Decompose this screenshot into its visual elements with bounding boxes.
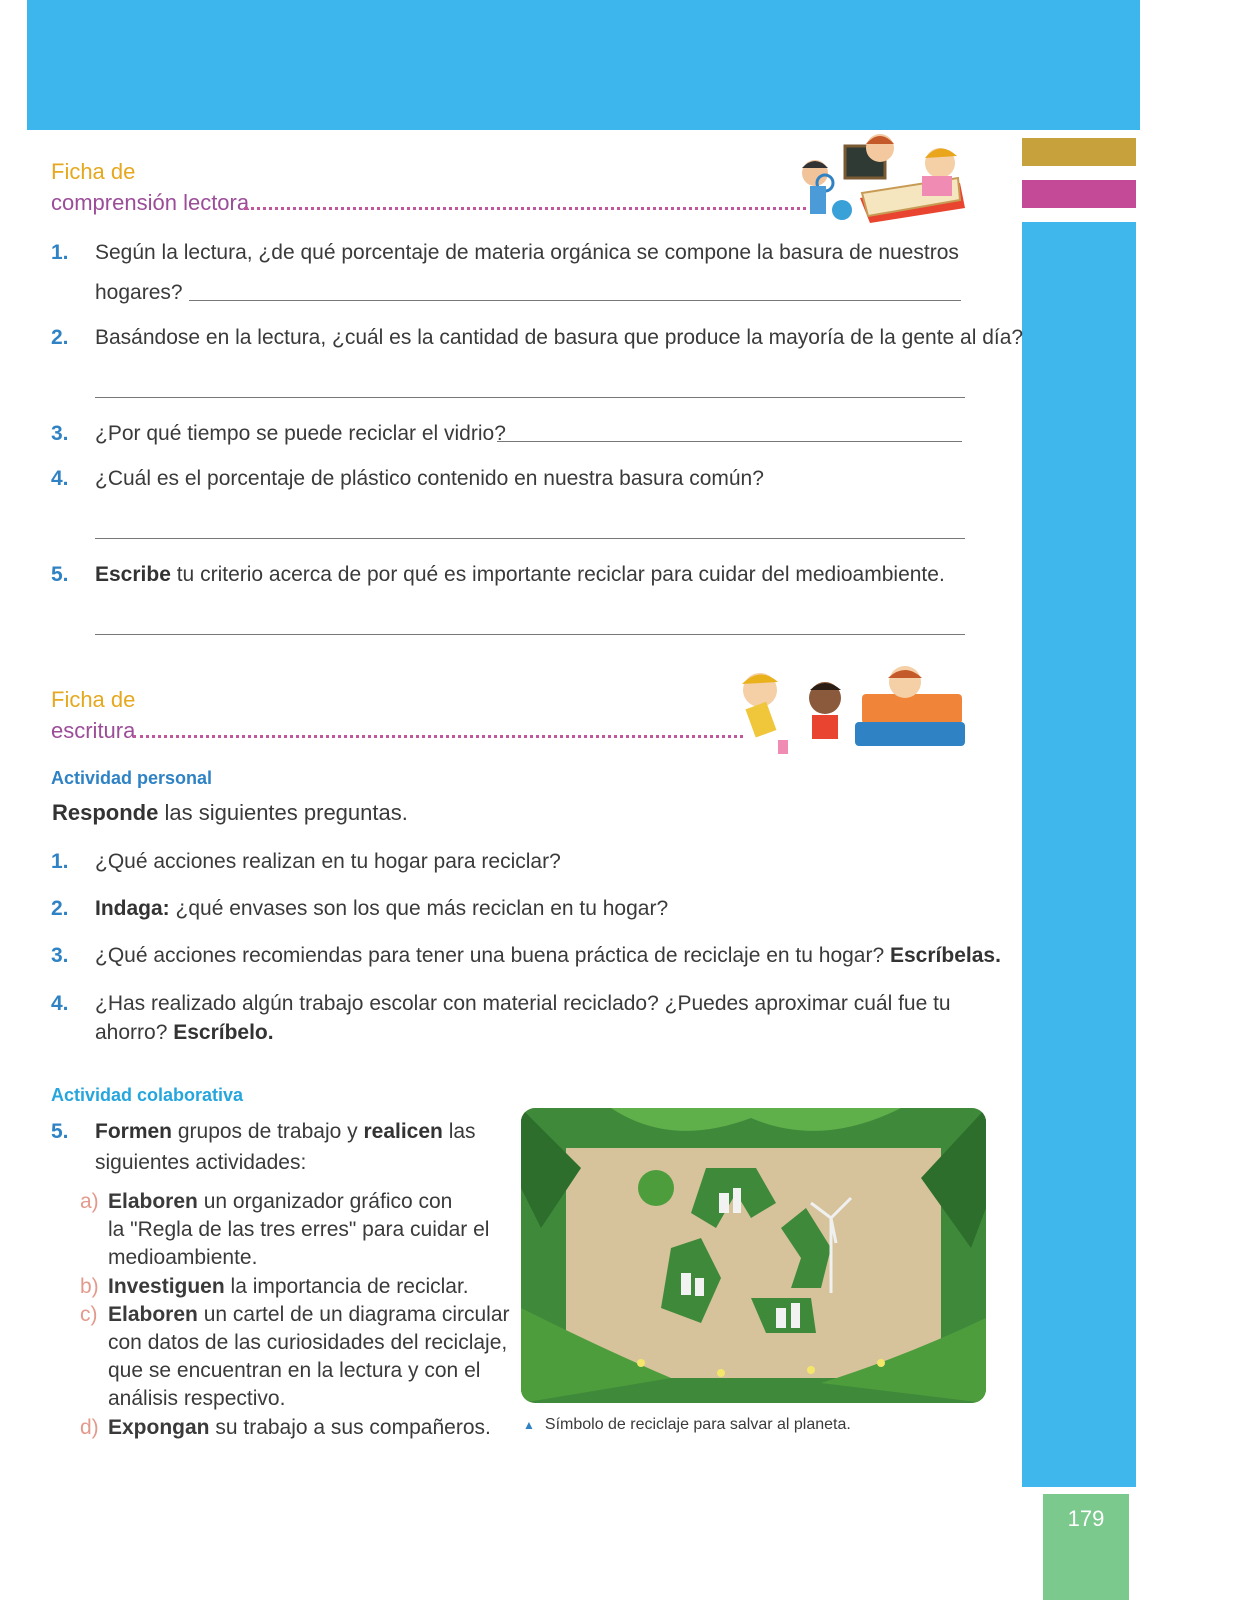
question-text: Según la lectura, ¿de qué porcentaje de materia orgánica se compone la basura de nuestros <box>95 241 959 264</box>
question-bold-verb-2: realicen <box>363 1120 443 1143</box>
reading-question-5 <box>51 559 981 593</box>
answer-line-2[interactable] <box>95 397 965 398</box>
sub-item-c <box>80 1301 520 1413</box>
collab-activity-heading: Actividad colaborativa <box>51 1085 244 1105</box>
triangle-icon: ▲ <box>523 1418 535 1432</box>
question-number: 3. <box>51 422 69 445</box>
writing-dotted-rule <box>133 735 743 738</box>
reading-title-line1: Ficha de <box>51 159 136 184</box>
sub-item-d <box>80 1414 520 1442</box>
question-text-cont: ahorro? <box>95 1021 174 1044</box>
sub-item-text: con datos de las curiosidades del reciclaje, <box>108 1331 508 1354</box>
answer-line-1[interactable] <box>189 300 961 301</box>
sub-item-letter: c) <box>80 1303 98 1326</box>
reading-question-3 <box>51 418 981 452</box>
sub-item-letter: a) <box>80 1190 99 1213</box>
writing-question-1 <box>51 846 991 880</box>
sub-item-text: un organizador gráfico con <box>197 1190 453 1213</box>
sub-item-text: un cartel de un diagrama circular <box>197 1303 510 1326</box>
sub-item-text: su trabajo a sus compañeros. <box>209 1416 491 1439</box>
question-number: 1. <box>51 850 69 873</box>
question-bold-verb: Escríbelas. <box>890 944 1001 967</box>
question-text: Basándose en la lectura, ¿cuál es la cantidad de basura que produce la mayoría de la gente al día? <box>95 326 1024 349</box>
photo-caption <box>523 1416 851 1434</box>
sub-item-text: la importancia de reciclar. <box>224 1275 469 1298</box>
writing-title-line2: escritura <box>51 718 136 743</box>
question-number: 3. <box>51 944 69 967</box>
question-bold-verb: Formen <box>95 1120 173 1143</box>
question-text: tu criterio acerca de por qué es importante reciclar para cuidar del medioambiente. <box>170 563 945 586</box>
question-number: 2. <box>51 326 69 349</box>
sub-item-letter: d) <box>80 1416 99 1439</box>
answer-line-5[interactable] <box>95 634 965 635</box>
sub-item-text: que se encuentran en la lectura y con el <box>108 1359 481 1382</box>
question-number: 4. <box>51 467 69 490</box>
writing-section-title <box>51 684 135 746</box>
pink-tab-marker <box>1022 180 1136 208</box>
recycling-symbol-photo <box>521 1108 986 1403</box>
writing-question-4 <box>51 988 991 1052</box>
question-text: grupos de trabajo y <box>172 1120 364 1143</box>
question-bold-verb: Escribe <box>95 563 171 586</box>
question-number: 4. <box>51 992 69 1015</box>
answer-line-4[interactable] <box>95 538 965 539</box>
writing-question-5 <box>51 1116 511 1180</box>
reading-question-4 <box>51 463 981 497</box>
question-text-2: las <box>442 1120 476 1143</box>
question-number: 5. <box>51 563 69 586</box>
page-number: 179 <box>1067 1506 1105 1531</box>
reading-title-line2: comprensión lectora <box>51 190 250 215</box>
question-number: 1. <box>51 241 69 264</box>
kids-reading-illustration <box>790 128 970 228</box>
question-text-cont: siguientes actividades: <box>95 1151 307 1174</box>
top-header-band <box>27 0 1140 130</box>
writing-title-line1: Ficha de <box>51 687 136 712</box>
lead-bold-verb: Responde <box>52 800 159 825</box>
answer-line-3[interactable] <box>497 441 962 442</box>
question-text: ¿Has realizado algún trabajo escolar con material reciclado? ¿Puedes aproximar cuál fue tu <box>95 992 951 1015</box>
question-text: ¿Qué acciones recomiendas para tener una buena práctica de reciclaje en tu hogar? <box>95 944 890 967</box>
question-bold-verb: Escríbelo. <box>173 1021 274 1044</box>
sub-item-letter: b) <box>80 1275 99 1298</box>
page-number-box <box>1043 1494 1129 1600</box>
sub-item-b <box>80 1273 520 1301</box>
question-text-cont: hogares? <box>95 281 183 304</box>
reading-dotted-rule <box>244 207 814 210</box>
question-number: 2. <box>51 897 69 920</box>
caption-text: Símbolo de reciclaje para salvar al planeta. <box>544 1416 851 1433</box>
question-bold-verb: Indaga: <box>95 897 170 920</box>
reading-section-title <box>51 156 249 218</box>
sub-item-text: análisis respectivo. <box>108 1387 286 1410</box>
personal-activity-heading: Actividad personal <box>51 768 213 788</box>
gold-tab-marker <box>1022 138 1136 166</box>
sub-item-a <box>80 1188 520 1272</box>
sub-item-text: medioambiente. <box>108 1246 258 1269</box>
sub-item-bold-verb: Elaboren <box>108 1190 198 1213</box>
reading-question-1 <box>51 237 981 309</box>
kids-writing-illustration <box>720 660 970 760</box>
question-text: ¿Por qué tiempo se puede reciclar el vidrio? <box>95 422 506 445</box>
instructions-lead <box>52 800 408 826</box>
writing-question-2 <box>51 893 991 927</box>
question-text: ¿Cuál es el porcentaje de plástico contenido en nuestra basura común? <box>95 467 764 490</box>
side-color-strip <box>1022 222 1136 1487</box>
lead-text: las siguientes preguntas. <box>158 800 408 825</box>
sub-item-bold-verb: Investiguen <box>108 1275 225 1298</box>
sub-item-bold-verb: Expongan <box>108 1416 210 1439</box>
writing-question-3 <box>51 940 1001 974</box>
question-text: ¿Qué acciones realizan en tu hogar para reciclar? <box>95 850 561 873</box>
question-number: 5. <box>51 1120 69 1143</box>
reading-question-2 <box>51 322 1024 356</box>
sub-item-text: la "Regla de las tres erres" para cuidar el <box>108 1218 490 1241</box>
sub-item-bold-verb: Elaboren <box>108 1303 198 1326</box>
question-text: ¿qué envases son los que más reciclan en tu hogar? <box>169 897 669 920</box>
